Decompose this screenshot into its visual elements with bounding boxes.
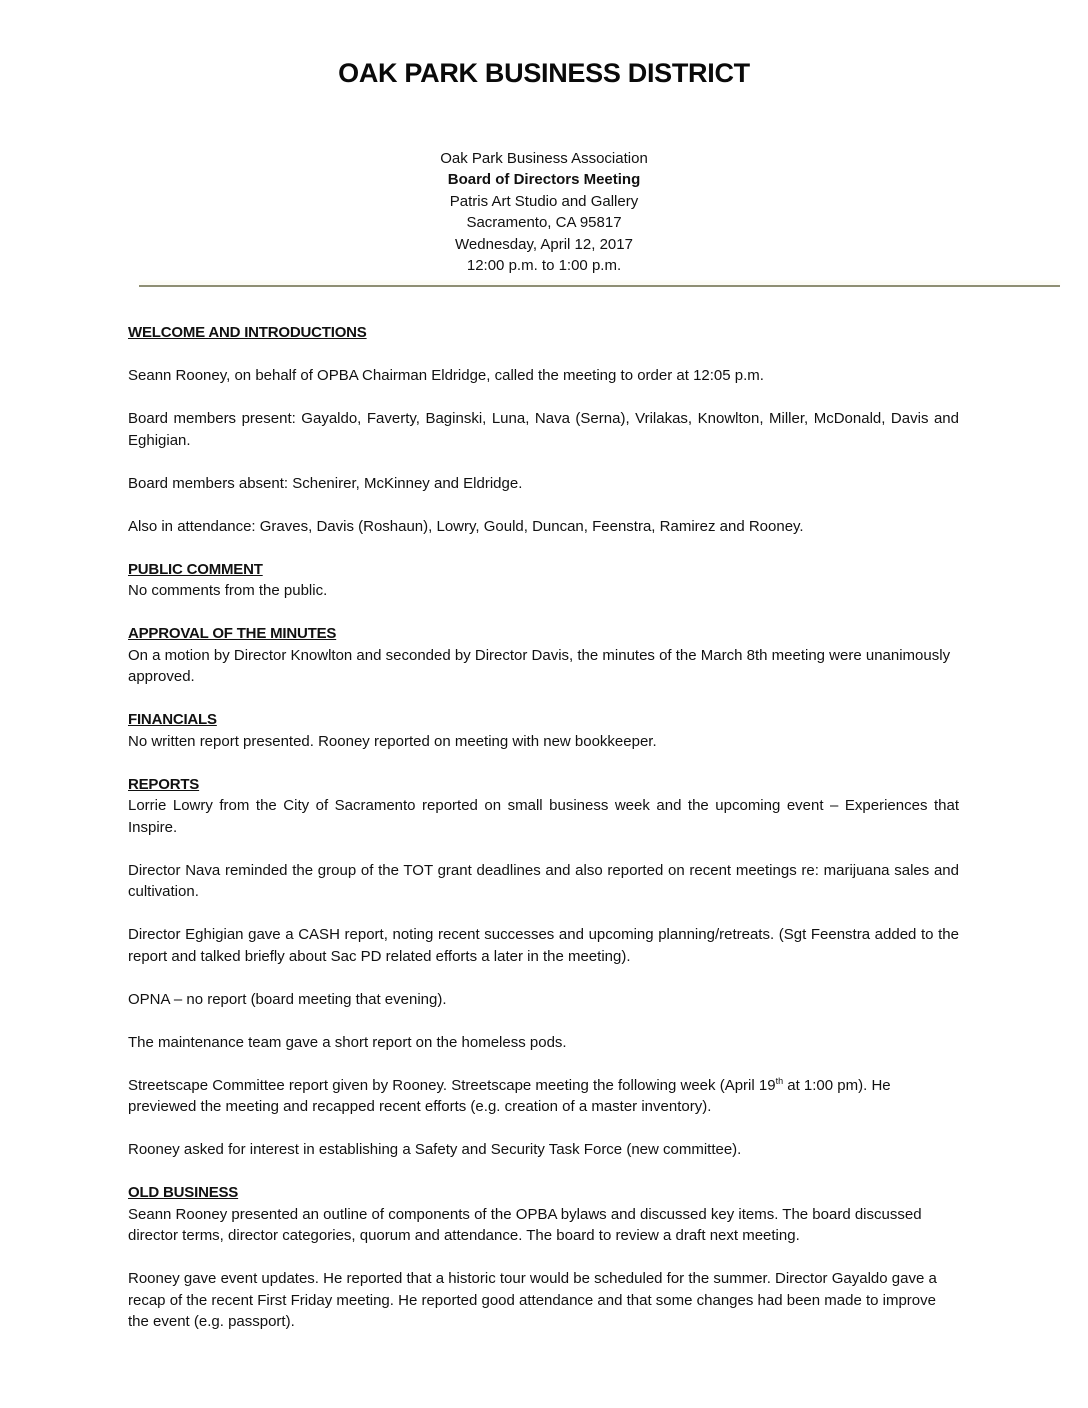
meeting-city: Sacramento, CA 95817 xyxy=(466,214,622,232)
organization-name: Oak Park Business Association xyxy=(440,150,648,167)
section-heading-old-business: OLD BUSINESS xyxy=(128,1184,239,1201)
meeting-type: Board of Directors Meeting xyxy=(447,171,641,189)
streetscape-text-after: at 1:00 pm). He previewed the meeting and recapped recent efforts (e.g. creation of a master inventory). xyxy=(128,1076,891,1115)
section-heading-reports: REPORTS xyxy=(128,775,200,793)
paragraph-bylaws: Seann Rooney presented an outline of components of the OPBA bylaws and discussed key items. The board discussed director terms, director categories, quorum and attendance. The board to review a draft next meeting. xyxy=(128,1205,922,1244)
minutes-body xyxy=(128,322,959,1333)
section-heading-welcome: WELCOME AND INTRODUCTIONS xyxy=(128,324,367,341)
section-heading-financials: FINANCIALS xyxy=(128,711,217,728)
meeting-header xyxy=(0,148,1088,276)
paragraph-attendance: Also in attendance: Graves, Davis (Roshaun), Lowry, Gould, Duncan, Feenstra, Ramirez and Rooney. xyxy=(128,517,804,535)
paragraph-financials: No written report presented. Rooney reported on meeting with new bookkeeper. xyxy=(128,732,657,750)
paragraph-call-to-order: Seann Rooney, on behalf of OPBA Chairman Eldridge, called the meeting to order at 12:05 p.m. xyxy=(128,367,764,384)
streetscape-text-before: Streetscape Committee report given by Rooney. Streetscape meeting the following week (April 19 xyxy=(128,1076,776,1094)
paragraph-public-comment: No comments from the public. xyxy=(128,582,328,599)
paragraph-report-nava: Director Nava reminded the group of the TOT grant deadlines and also reported on recent meetings re: marijuana sales and cultivation. xyxy=(128,861,959,900)
document-title: OAK PARK BUSINESS DISTRICT xyxy=(338,58,750,88)
paragraph-report-maintenance: The maintenance team gave a short report on the homeless pods. xyxy=(128,1033,567,1051)
paragraph-report-task-force: Rooney asked for interest in establishing a Safety and Security Task Force (new committee). xyxy=(128,1141,742,1158)
meeting-date: Wednesday, April 12, 2017 xyxy=(455,235,633,253)
ordinal-superscript: th xyxy=(775,1075,784,1086)
section-heading-approval: APPROVAL OF THE MINUTES xyxy=(128,625,337,642)
meeting-venue: Patris Art Studio and Gallery xyxy=(449,192,639,210)
header-divider xyxy=(139,285,1060,287)
paragraph-members-absent: Board members absent: Schenirer, McKinney and Eldridge. xyxy=(128,474,523,492)
meeting-time: 12:00 p.m. to 1:00 p.m. xyxy=(466,257,622,275)
paragraph-members-present: Board members present: Gayaldo, Faverty, Baginski, Luna, Nava (Serna), Vrilakas, Knowlton, Miller, McDonald, Davis and Eghigian. xyxy=(128,410,959,449)
paragraph-approval: On a motion by Director Knowlton and seconded by Director Davis, the minutes of the March 8th meeting were unanimously approved. xyxy=(128,646,951,685)
paragraph-report-opna: OPNA – no report (board meeting that evening). xyxy=(128,990,447,1008)
section-heading-public-comment: PUBLIC COMMENT xyxy=(128,560,263,578)
paragraph-report-lowry: Lorrie Lowry from the City of Sacramento reported on small business week and the upcoming event – Experiences that Inspire. xyxy=(128,797,959,836)
paragraph-event-updates: Rooney gave event updates. He reported that a historic tour would be scheduled for the summer. Director Gayaldo gave a recap of the recent First Friday meeting. He reported good attendance and that some changes had been made to improve the event (e.g. passport). xyxy=(128,1270,937,1330)
paragraph-report-eghigian: Director Eghigian gave a CASH report, noting recent successes and upcoming planning/retreats. (Sgt Feenstra added to the report and talked briefly about Sac PD related efforts a later in the meeting). xyxy=(128,926,959,965)
paragraph-report-streetscape xyxy=(128,1075,959,1118)
